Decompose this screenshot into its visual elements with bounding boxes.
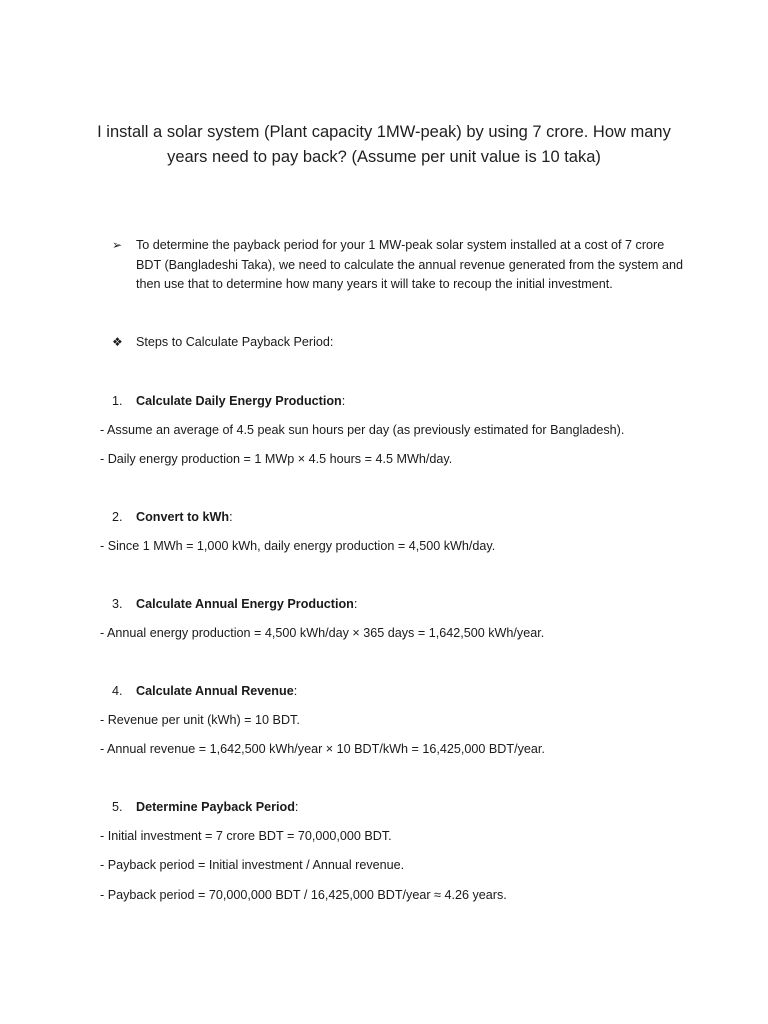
step-line: - Daily energy production = 1 MWp × 4.5 hours = 4.5 MWh/day. xyxy=(100,452,453,466)
diamond-bullet-icon: ❖ xyxy=(112,335,123,349)
step-title: 4. Calculate Annual Revenue: xyxy=(112,684,298,698)
intro-paragraph xyxy=(112,236,692,295)
step-title-text: Determine Payback Period xyxy=(136,800,295,814)
step-line: - Annual revenue = 1,642,500 kWh/year × 10 BDT/kWh = 16,425,000 BDT/year. xyxy=(100,742,545,756)
step-line: - Payback period = 70,000,000 BDT / 16,425,000 BDT/year ≈ 4.26 years. xyxy=(100,888,507,902)
arrow-bullet-icon: ➢ xyxy=(112,238,123,252)
step-number: 2. xyxy=(112,510,123,524)
steps-heading-text: Steps to Calculate Payback Period: xyxy=(136,335,334,349)
step-line: - Initial investment = 7 crore BDT = 70,000,000 BDT. xyxy=(100,829,392,843)
step-number: 4. xyxy=(112,684,123,698)
step-title-text: Calculate Annual Revenue xyxy=(136,684,294,698)
step-line: - Since 1 MWh = 1,000 kWh, daily energy production = 4,500 kWh/day. xyxy=(100,539,496,553)
step-title-text: Calculate Annual Energy Production xyxy=(136,597,354,611)
step-number: 1. xyxy=(112,394,123,408)
step-title: 1. Calculate Daily Energy Production: xyxy=(112,394,346,408)
intro-text: To determine the payback period for your 1 MW-peak solar system installed at a cost of 7 crore BDT (Bangladeshi Taka), we need to calculate the annual revenue generated from the system and then use that to determine how many years it will take to recoup the initial investment. xyxy=(136,238,683,291)
step-title: 3. Calculate Annual Energy Production: xyxy=(112,597,358,611)
page-title: I install a solar system (Plant capacity 1MW-peak) by using 7 crore. How many years need to pay back? (Assume per unit value is 10 taka) xyxy=(97,123,671,166)
step-line: - Payback period = Initial investment / Annual revenue. xyxy=(100,858,405,872)
step-title-text: Convert to kWh xyxy=(136,510,230,524)
step-line: - Assume an average of 4.5 peak sun hours per day (as previously estimated for Bangladesh). xyxy=(100,423,625,437)
step-title-text: Calculate Daily Energy Production xyxy=(136,394,342,408)
step-number: 5. xyxy=(112,800,123,814)
step-line: - Annual energy production = 4,500 kWh/day × 365 days = 1,642,500 kWh/year. xyxy=(100,626,545,640)
steps-heading xyxy=(112,333,333,351)
step-line: - Revenue per unit (kWh) = 10 BDT. xyxy=(100,713,300,727)
step-title: 2. Convert to kWh: xyxy=(112,510,233,524)
step-number: 3. xyxy=(112,597,123,611)
step-title: 5. Determine Payback Period: xyxy=(112,800,299,814)
